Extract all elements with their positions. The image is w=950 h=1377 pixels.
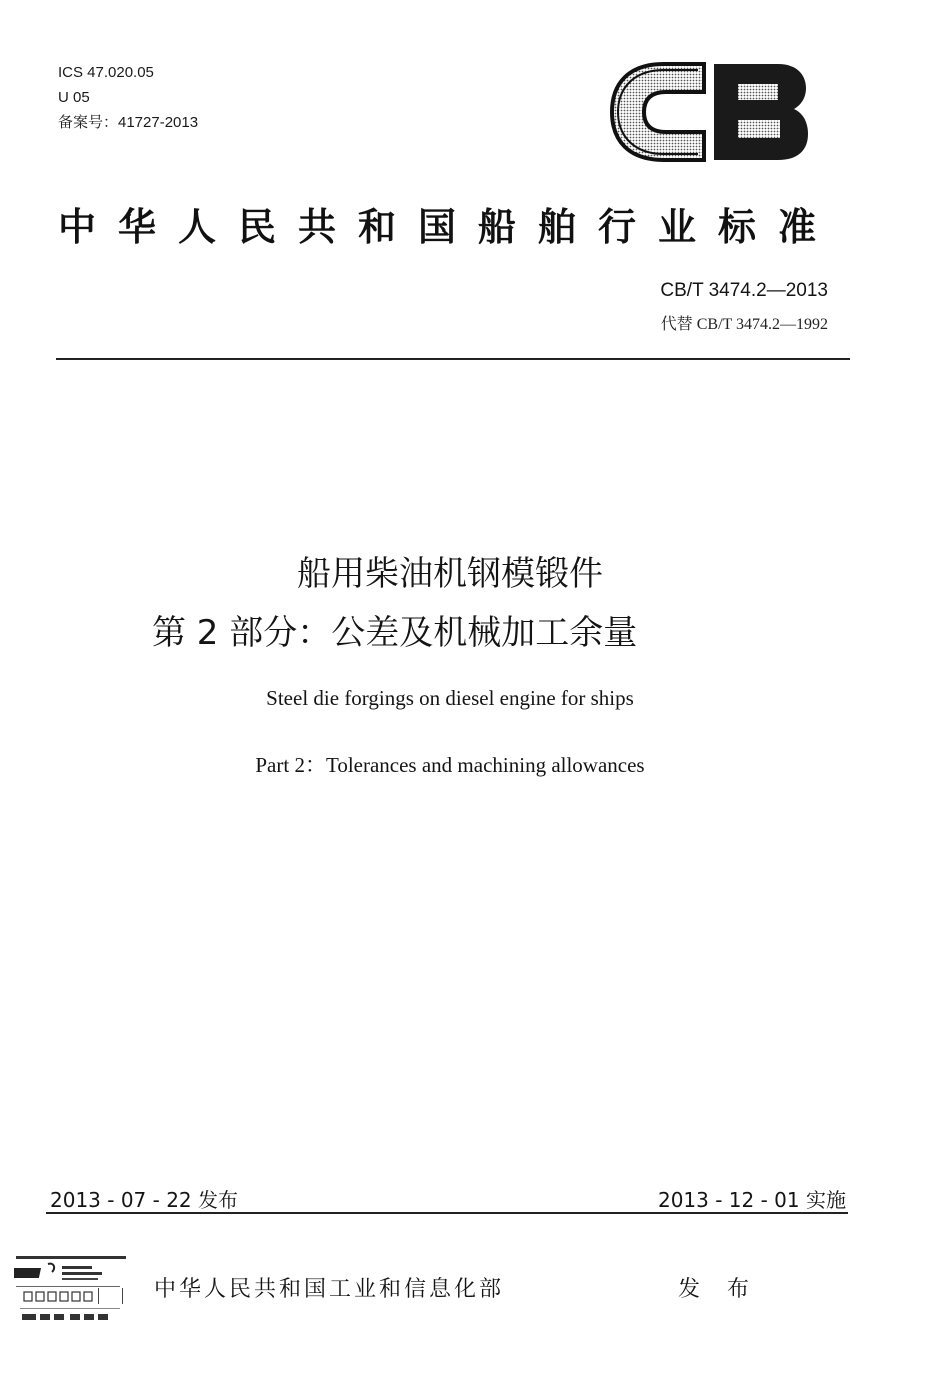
issue-date: 2013 - 07 - 22 发布 [50,1188,239,1212]
cb-logo-icon [608,58,812,166]
title-english-part: Part 2：Tolerances and machining allowances [255,753,645,777]
national-standard-heading: 中华人民共和国船舶行业标准 [58,205,839,249]
publisher-name: 中华人民共和国工业和信息化部 [154,1277,505,1302]
replaced-standard: 代替 CB/T 3474.2—1992 [660,316,828,333]
stamp-graphic [14,1254,136,1330]
classification-block [58,60,198,135]
cb-standard-logo [608,58,812,166]
ccs-code: U 05 [58,89,90,106]
title-english-main: Steel die forgings on diesel engine for ships [266,686,634,710]
title-chinese-main: 船用柴油机钢模锻件 [297,554,603,594]
header-divider [56,358,850,360]
footer-divider [46,1212,848,1214]
title-chinese-part: 第 2 部分：公差及机械加工余量 [152,613,638,653]
standard-code: CB/T 3474.2—2013 [660,280,828,301]
anti-counterfeit-stamp-icon [14,1254,136,1330]
publish-label: 发 布 [678,1277,759,1302]
filing-number: 备案号：41727-2013 [58,114,199,131]
ics-code: ICS 47.020.05 [58,64,154,81]
implementation-date: 2013 - 12 - 01 实施 [657,1188,846,1212]
